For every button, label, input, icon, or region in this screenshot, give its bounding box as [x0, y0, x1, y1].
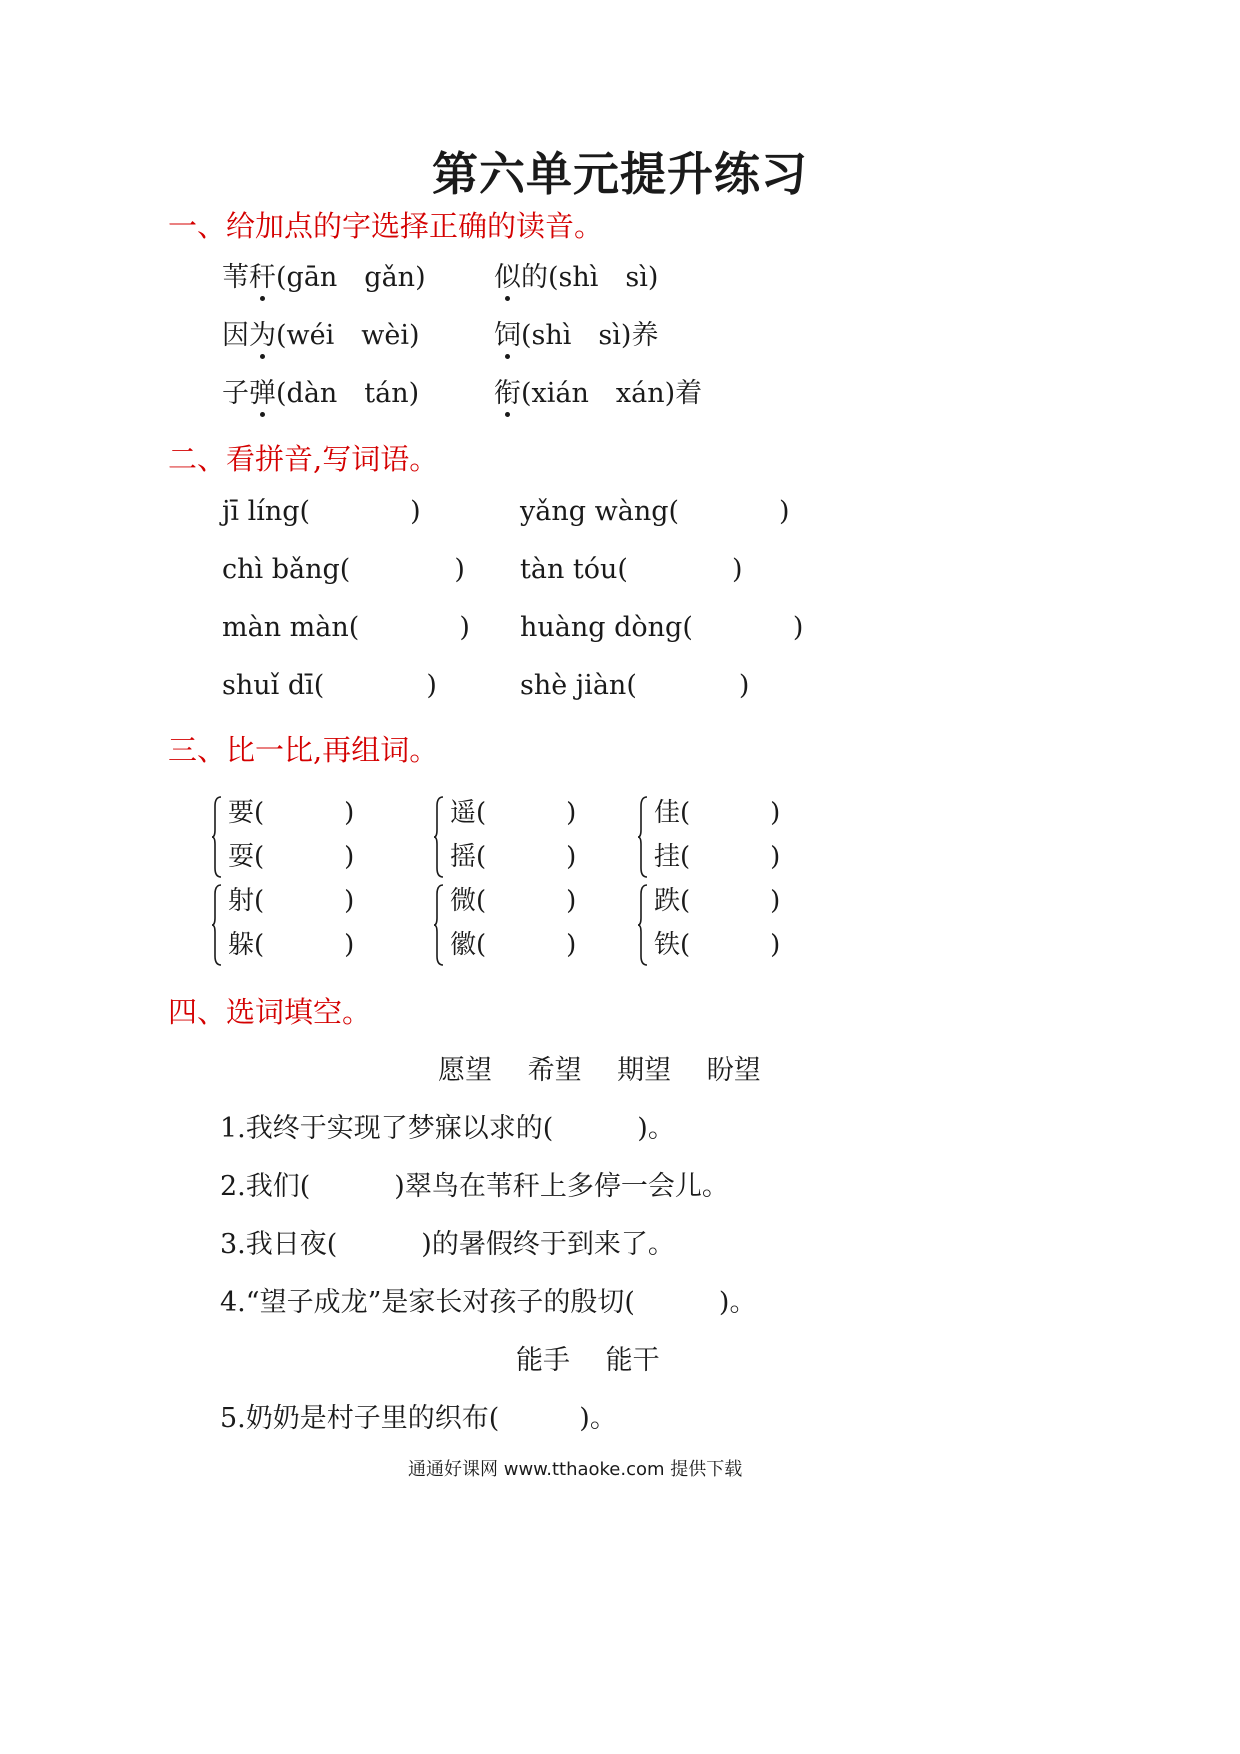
fill-sentence: 2.我们( )翠鸟在苇秆上多停一会儿。 — [220, 1171, 729, 1202]
char-pair-line: 要( ) — [228, 798, 355, 828]
char-pair-line: 挂( ) — [654, 842, 781, 872]
char-pair-line: 佳( ) — [654, 798, 781, 828]
brace-icon — [212, 796, 222, 878]
fill-sentence: 5.奶奶是村子里的织布( )。 — [220, 1403, 617, 1434]
brace-icon — [434, 796, 444, 878]
q2-item: tàn tóu( ) — [520, 554, 743, 585]
section-2-heading: 二、看拼音,写词语。 — [168, 442, 439, 476]
char-pair-line: 徽( ) — [450, 930, 577, 960]
char-pair-line: 耍( ) — [228, 842, 355, 872]
q2-item: jī líng( ) — [222, 496, 421, 527]
char-pair-line: 射( ) — [228, 886, 355, 916]
fill-sentence: 1.我终于实现了梦寐以求的( )。 — [220, 1113, 675, 1144]
q2-item: màn màn( ) — [222, 612, 470, 643]
word-choices-2: 能手 能干 — [516, 1345, 660, 1376]
q2-item: shuǐ dī( ) — [222, 670, 437, 701]
fill-sentence: 4.“望子成龙”是家长对孩子的殷切( )。 — [220, 1287, 757, 1318]
section-3-heading: 三、比一比,再组词。 — [168, 733, 439, 767]
char-pair-group — [212, 792, 372, 884]
brace-icon — [434, 884, 444, 966]
q1-item: 衔(xián xán)着 — [494, 371, 702, 410]
q1-item: 子弹(dàn tán) — [222, 371, 419, 410]
char-pair-group — [212, 880, 372, 972]
q1-item: 饲(shì sì)养 — [494, 313, 658, 352]
char-pair-group — [434, 880, 594, 972]
fill-sentence: 3.我日夜( )的暑假终于到来了。 — [220, 1229, 675, 1260]
q2-item: huàng dòng( ) — [520, 612, 804, 643]
q2-item: shè jiàn( ) — [520, 670, 750, 701]
char-pair-group — [638, 880, 798, 972]
brace-icon — [212, 884, 222, 966]
char-pair-line: 摇( ) — [450, 842, 577, 872]
q1-item: 苇秆(gān gǎn) — [222, 255, 426, 294]
page-title: 第六单元提升练习 — [432, 147, 808, 201]
char-pair-line: 遥( ) — [450, 798, 577, 828]
brace-icon — [638, 884, 648, 966]
q2-item: yǎng wàng( ) — [520, 496, 790, 527]
section-1-heading: 一、给加点的字选择正确的读音。 — [168, 209, 604, 243]
brace-icon — [638, 796, 648, 878]
char-pair-line: 跌( ) — [654, 886, 781, 916]
char-pair-line: 躲( ) — [228, 930, 355, 960]
char-pair-group — [434, 792, 594, 884]
section-4-heading: 四、选词填空。 — [168, 995, 372, 1029]
word-choices-1: 愿望 希望 期望 盼望 — [438, 1055, 761, 1086]
q2-item: chì bǎng( ) — [222, 554, 465, 585]
q1-item: 似的(shì sì) — [494, 255, 658, 294]
q1-item: 因为(wéi wèi) — [222, 313, 420, 352]
char-pair-group — [638, 792, 798, 884]
footer-source: 通通好课网 www.tthaoke.com 提供下载 — [408, 1459, 743, 1480]
char-pair-line: 铁( ) — [654, 930, 781, 960]
char-pair-line: 微( ) — [450, 886, 577, 916]
